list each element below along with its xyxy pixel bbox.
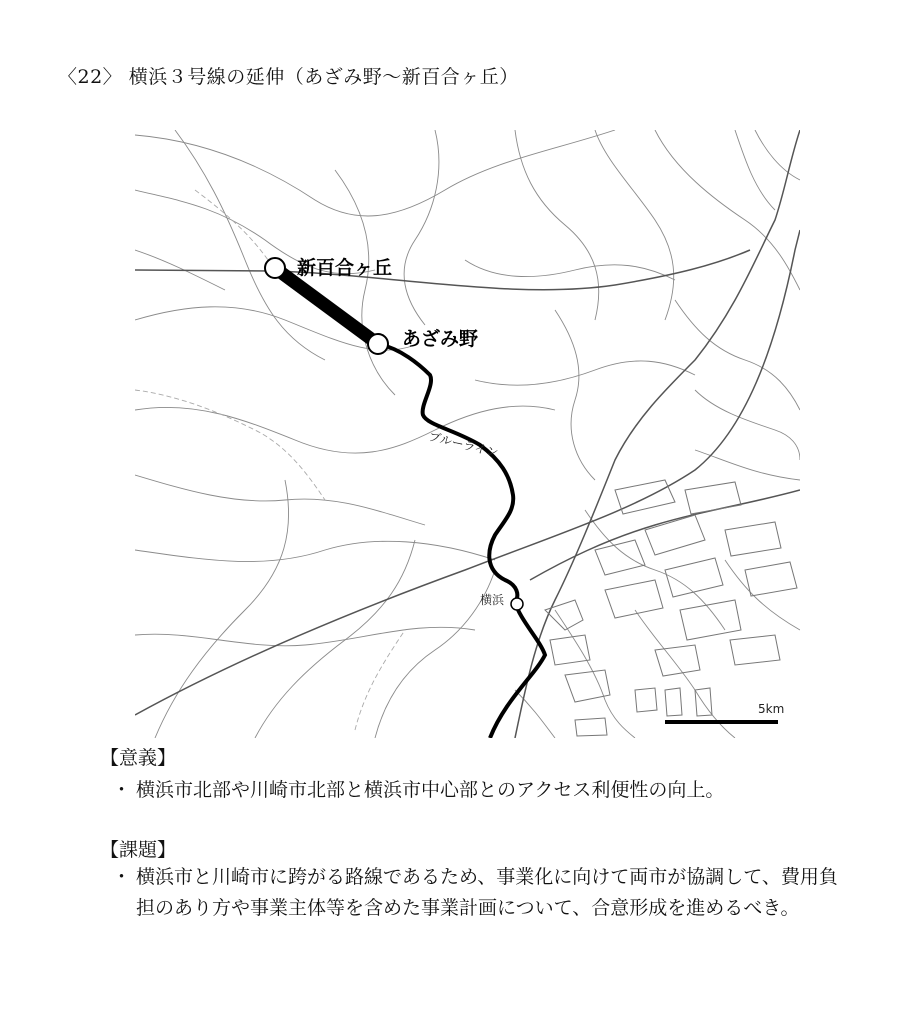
bullet-mark: ・	[112, 866, 132, 888]
station-yokohama-marker	[511, 598, 523, 610]
station-yokohama-label: 横浜	[480, 593, 505, 607]
issues-text: 横浜市と川崎市に跨がる路線であるため、事業化に向けて両市が協調して、費用負担のあり方や事業主体等を含めた事業計画について、合意形成を進めるべき。	[136, 866, 838, 919]
significance-title: 【意義】	[100, 747, 177, 769]
station-shinyurigaoka-marker	[265, 258, 285, 278]
station-shinyurigaoka-label: 新百合ヶ丘	[297, 257, 393, 279]
bullet-mark: ・	[112, 779, 132, 801]
station-azamino-marker	[368, 334, 388, 354]
issues-title: 【課題】	[100, 839, 177, 861]
background-roads	[135, 130, 800, 738]
issues-item	[112, 862, 842, 924]
harbor-area	[545, 480, 797, 736]
blue-line-label: ブルーライン	[427, 429, 500, 461]
route-map	[135, 130, 800, 738]
significance-text: 横浜市北部や川崎市北部と横浜市中心部とのアクセス利便性の向上。	[136, 779, 725, 801]
significance-item	[112, 775, 832, 806]
route-map-svg	[135, 130, 800, 738]
page-heading: 〈22〉 横浜３号線の延伸（あざみ野〜新百合ヶ丘）	[58, 66, 519, 88]
station-azamino-label: あざみ野	[402, 328, 479, 350]
scale-label: 5km	[758, 702, 785, 716]
